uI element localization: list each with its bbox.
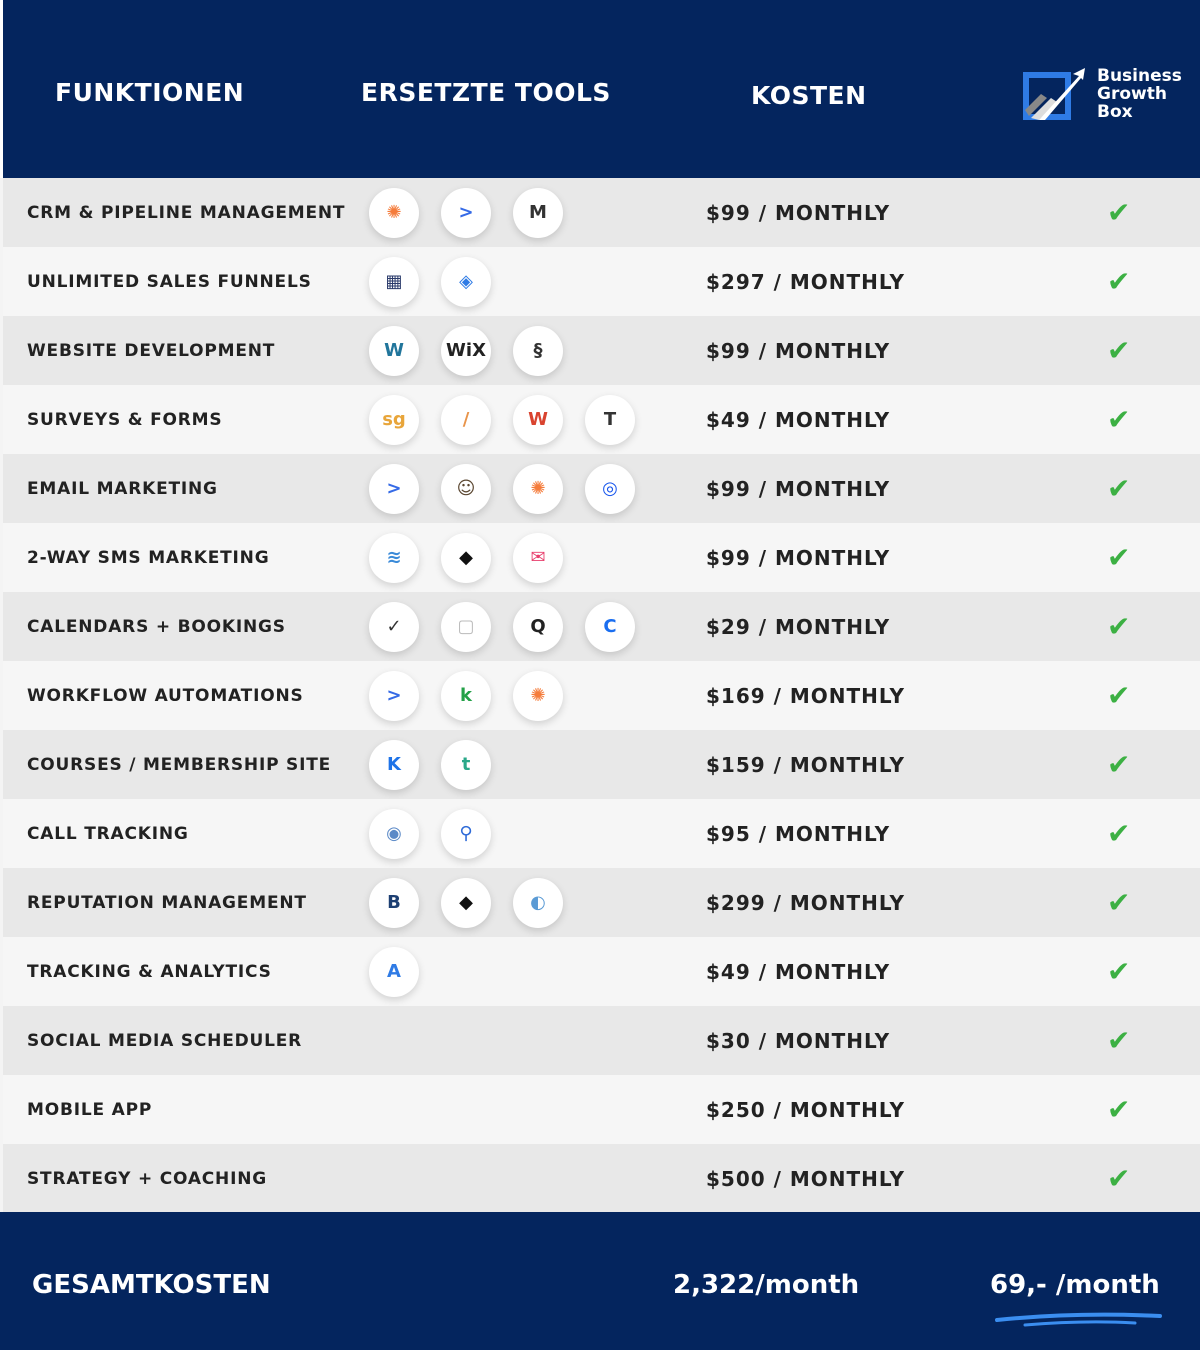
cost-value: $250 / MONTHLY <box>706 1097 906 1122</box>
activecampaign-icon: > <box>369 671 419 721</box>
table-row <box>3 799 1200 868</box>
checkmark-icon: ✔ <box>1107 1024 1131 1057</box>
textmagic-icon: ≋ <box>369 533 419 583</box>
feature-name: REPUTATION MANAGEMENT <box>27 892 307 913</box>
feature-name: SURVEYS & FORMS <box>27 409 223 430</box>
monday-icon: M <box>513 188 563 238</box>
calendly-icon: C <box>585 602 635 652</box>
table-row <box>3 454 1200 523</box>
table-header <box>0 0 1200 178</box>
feature-name: 2-WAY SMS MARKETING <box>27 547 270 568</box>
feature-name: WORKFLOW AUTOMATIONS <box>27 685 304 706</box>
replaced-tools <box>369 809 491 859</box>
table-row <box>3 661 1200 730</box>
activecampaign-icon: > <box>441 188 491 238</box>
checkmark-icon: ✔ <box>1107 403 1131 436</box>
logo-text-line: Growth <box>1097 84 1167 104</box>
feature-name: CALL TRACKING <box>27 823 189 844</box>
checkmark-icon: ✔ <box>1107 610 1131 643</box>
callrail-icon: ◉ <box>369 809 419 859</box>
activecampaign-icon: > <box>369 464 419 514</box>
cost-value: $169 / MONTHLY <box>706 683 906 708</box>
replaced-tools <box>369 188 563 238</box>
cost-value: $99 / MONTHLY <box>706 200 891 225</box>
feature-name: CRM & PIPELINE MANAGEMENT <box>27 202 346 223</box>
pencil-icon: / <box>441 395 491 445</box>
analytics-icon: A <box>369 947 419 997</box>
business-growth-box-logo <box>1021 66 1182 122</box>
table-footer <box>0 1212 1200 1350</box>
feature-name: UNLIMITED SALES FUNNELS <box>27 271 312 292</box>
checkmark-icon: ✔ <box>1107 1162 1131 1195</box>
location-pin-icon: ⚲ <box>441 809 491 859</box>
feature-name: SOCIAL MEDIA SCHEDULER <box>27 1030 303 1051</box>
feature-name: MOBILE APP <box>27 1099 153 1120</box>
feature-name: TRACKING & ANALYTICS <box>27 961 272 982</box>
checkmark-icon: ✔ <box>1107 472 1131 505</box>
growth-arrow-icon <box>1021 66 1087 122</box>
checkmark-icon: ✔ <box>1107 334 1131 367</box>
checkmark-icon: ✔ <box>1107 1093 1131 1126</box>
checkmark-icon: ✔ <box>1107 196 1131 229</box>
cost-value: $500 / MONTHLY <box>706 1166 906 1191</box>
comparison-table <box>3 178 1200 1213</box>
replaced-tools <box>369 602 635 652</box>
wix-icon: WiX <box>441 326 491 376</box>
replaced-tools <box>369 878 563 928</box>
table-row <box>3 523 1200 592</box>
feature-name: CALENDARS + BOOKINGS <box>27 616 286 637</box>
cost-value: $49 / MONTHLY <box>706 407 891 432</box>
table-row <box>3 178 1200 247</box>
podium-icon: ◆ <box>441 533 491 583</box>
hubspot-icon: ✺ <box>513 671 563 721</box>
replaced-tools <box>369 740 491 790</box>
table-row <box>3 937 1200 1006</box>
offer-price: 69,- /month <box>990 1270 1160 1300</box>
reputation-icon: ◐ <box>513 878 563 928</box>
typeform-icon: T <box>585 395 635 445</box>
constant-contact-icon: ◎ <box>585 464 635 514</box>
teachable-icon: t <box>441 740 491 790</box>
cost-value: $29 / MONTHLY <box>706 614 891 639</box>
cost-value: $159 / MONTHLY <box>706 752 906 777</box>
table-row <box>3 1075 1200 1144</box>
squarespace-icon: § <box>513 326 563 376</box>
feature-name: WEBSITE DEVELOPMENT <box>27 340 276 361</box>
cost-value: $95 / MONTHLY <box>706 821 891 846</box>
hubspot-icon: ✺ <box>369 188 419 238</box>
column-header-tools: ERSETZTE TOOLS <box>361 78 611 107</box>
checkmark-icon: ✔ <box>1107 886 1131 919</box>
simpletexting-icon: ✉ <box>513 533 563 583</box>
table-row <box>3 247 1200 316</box>
cost-value: $297 / MONTHLY <box>706 269 906 294</box>
total-cost: 2,322/month <box>673 1270 860 1300</box>
total-label: GESAMTKOSTEN <box>32 1270 271 1300</box>
wufoo-icon: W <box>513 395 563 445</box>
hubspot-icon: ✺ <box>513 464 563 514</box>
podium-icon: ◆ <box>441 878 491 928</box>
column-header-costs: KOSTEN <box>751 81 867 110</box>
kajabi-icon: K <box>369 740 419 790</box>
cost-value: $30 / MONTHLY <box>706 1028 891 1053</box>
table-row <box>3 316 1200 385</box>
acuity-icon: ✓ <box>369 602 419 652</box>
clickfunnels-icon: ▦ <box>369 257 419 307</box>
checkmark-icon: ✔ <box>1107 679 1131 712</box>
table-row <box>3 1144 1200 1213</box>
checkmark-icon: ✔ <box>1107 265 1131 298</box>
replaced-tools <box>369 257 491 307</box>
table-row <box>3 868 1200 937</box>
feature-name: EMAIL MARKETING <box>27 478 218 499</box>
cost-value: $299 / MONTHLY <box>706 890 906 915</box>
replaced-tools <box>369 947 419 997</box>
appointy-icon: Q <box>513 602 563 652</box>
checkmark-icon: ✔ <box>1107 748 1131 781</box>
replaced-tools <box>369 395 635 445</box>
feature-name: COURSES / MEMBERSHIP SITE <box>27 754 332 775</box>
table-row <box>3 385 1200 454</box>
cost-value: $99 / MONTHLY <box>706 476 891 501</box>
checkmark-icon: ✔ <box>1107 955 1131 988</box>
surveygizmo-icon: sg <box>369 395 419 445</box>
cost-value: $99 / MONTHLY <box>706 338 891 363</box>
column-header-functions: FUNKTIONEN <box>55 78 245 107</box>
mailchimp-icon: ☺ <box>441 464 491 514</box>
cost-value: $49 / MONTHLY <box>706 959 891 984</box>
wordpress-icon: W <box>369 326 419 376</box>
birdeye-icon: B <box>369 878 419 928</box>
feature-name: STRATEGY + COACHING <box>27 1168 267 1189</box>
layers-icon: ◈ <box>441 257 491 307</box>
cost-value: $99 / MONTHLY <box>706 545 891 570</box>
checkmark-icon: ✔ <box>1107 541 1131 574</box>
table-row <box>3 730 1200 799</box>
replaced-tools <box>369 326 563 376</box>
logo-text-line: Box <box>1097 102 1133 122</box>
table-row <box>3 1006 1200 1075</box>
replaced-tools <box>369 533 563 583</box>
calendar-icon: ▢ <box>441 602 491 652</box>
keap-icon: k <box>441 671 491 721</box>
checkmark-icon: ✔ <box>1107 817 1131 850</box>
table-row <box>3 592 1200 661</box>
replaced-tools <box>369 464 635 514</box>
replaced-tools <box>369 671 563 721</box>
logo-text-line: Business <box>1097 66 1182 86</box>
underline-decoration <box>995 1312 1165 1328</box>
